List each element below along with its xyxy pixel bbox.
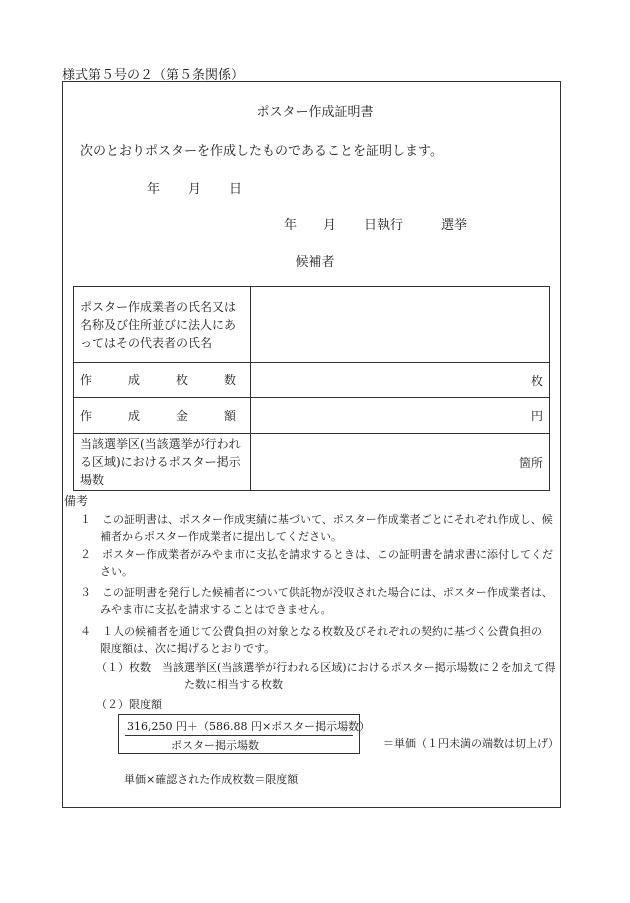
quantity-unit: 枚 xyxy=(251,363,550,398)
sub-item-2: （２）限度額 xyxy=(96,698,162,711)
date-month-label: 月 xyxy=(188,182,202,197)
info-table xyxy=(73,286,550,491)
quantity-label xyxy=(74,363,251,398)
formula-numerator: 316,250 円＋（586.88 円×ポスター掲示場数） xyxy=(127,720,371,733)
sub-item-1-line1: （１）枚数 当該選挙区(当該選挙が行われる区域)におけるポスター掲示場数に２を加えて得 xyxy=(96,661,556,674)
amount-unit: 円 xyxy=(251,398,550,434)
date-year-label: 年 xyxy=(147,182,161,197)
table-row xyxy=(74,287,550,363)
formula-denominator: ポスター掲示場数 xyxy=(171,739,259,752)
sub-item-1-line2: た数に相当する枚数 xyxy=(184,678,283,691)
note-2-line2: さい。 xyxy=(100,565,133,578)
election-day-label: 日執行 xyxy=(364,218,404,233)
amount-label xyxy=(74,398,251,434)
producer-name-value xyxy=(251,287,550,363)
posting-sites-unit: 箇所 xyxy=(251,434,550,491)
table-row xyxy=(74,434,550,491)
posting-sites-label: 当該選挙区(当該選挙が行われる区域)におけるポスター掲示場数 xyxy=(74,434,251,491)
limit-formula-box xyxy=(118,714,371,754)
note-4-line1: ４ １人の候補者を通じて公費負担の対象となる枚数及びそれぞれの契約に基づく公費負担の xyxy=(80,625,542,638)
fraction-bar xyxy=(125,735,353,736)
candidate-label: 候補者 xyxy=(295,255,335,270)
election-month-label: 月 xyxy=(323,218,337,233)
note-1-line1: １ この証明書は、ポスター作成実績に基づいて、ポスター作成業者ごとにそれぞれ作成し、候 xyxy=(80,513,553,526)
note-1-line2: 補者からポスター作成業者に提出してください。 xyxy=(100,530,342,543)
note-3 xyxy=(80,584,553,618)
amount-label-char: 成 xyxy=(127,408,140,423)
table-row xyxy=(74,363,550,398)
notes-heading: 備考 xyxy=(64,494,89,508)
note-4 xyxy=(80,623,542,657)
sub-item-1 xyxy=(96,659,556,693)
amount-label-char: 額 xyxy=(223,408,236,423)
certification-statement: 次のとおりポスターを作成したものであることを証明します。 xyxy=(80,144,443,159)
table-row xyxy=(74,398,550,434)
note-3-line2: みやま市に支払を請求することはできません。 xyxy=(100,603,332,616)
quantity-label-char: 成 xyxy=(127,373,140,387)
note-3-line1: ３ この証明書を発行した候補者について供託物が没収された場合には、ポスター作成業者は、 xyxy=(80,586,553,599)
note-1 xyxy=(80,511,553,545)
quantity-label-char: 数 xyxy=(223,373,236,387)
amount-label-char: 金 xyxy=(175,408,188,423)
final-formula: 単価×確認された作成枚数＝限度額 xyxy=(124,773,299,786)
note-2-line1: ２ ポスター作成業者がみやま市に支払を請求するときは、この証明書を請求書に添付してくだ xyxy=(80,548,553,561)
election-year-label: 年 xyxy=(284,218,298,233)
document-title: ポスター作成証明書 xyxy=(256,105,374,120)
producer-name-label: ポスター作成業者の氏名又は名称及び住所並びに法人にあってはその代表者の氏名 xyxy=(74,287,251,363)
quantity-label-char: 枚 xyxy=(175,373,188,387)
form-label: 様式第５号の２（第５条関係） xyxy=(62,68,245,83)
quantity-label-char: 作 xyxy=(80,373,93,387)
formula-result: ＝単価（１円未満の端数は切上げ） xyxy=(383,737,559,750)
note-4-line2: 限度額は、次に掲げるとおりです。 xyxy=(100,642,276,655)
date-day-label: 日 xyxy=(229,182,243,197)
election-label: 選挙 xyxy=(441,218,468,233)
amount-label-char: 作 xyxy=(80,408,93,423)
note-2 xyxy=(80,546,553,580)
